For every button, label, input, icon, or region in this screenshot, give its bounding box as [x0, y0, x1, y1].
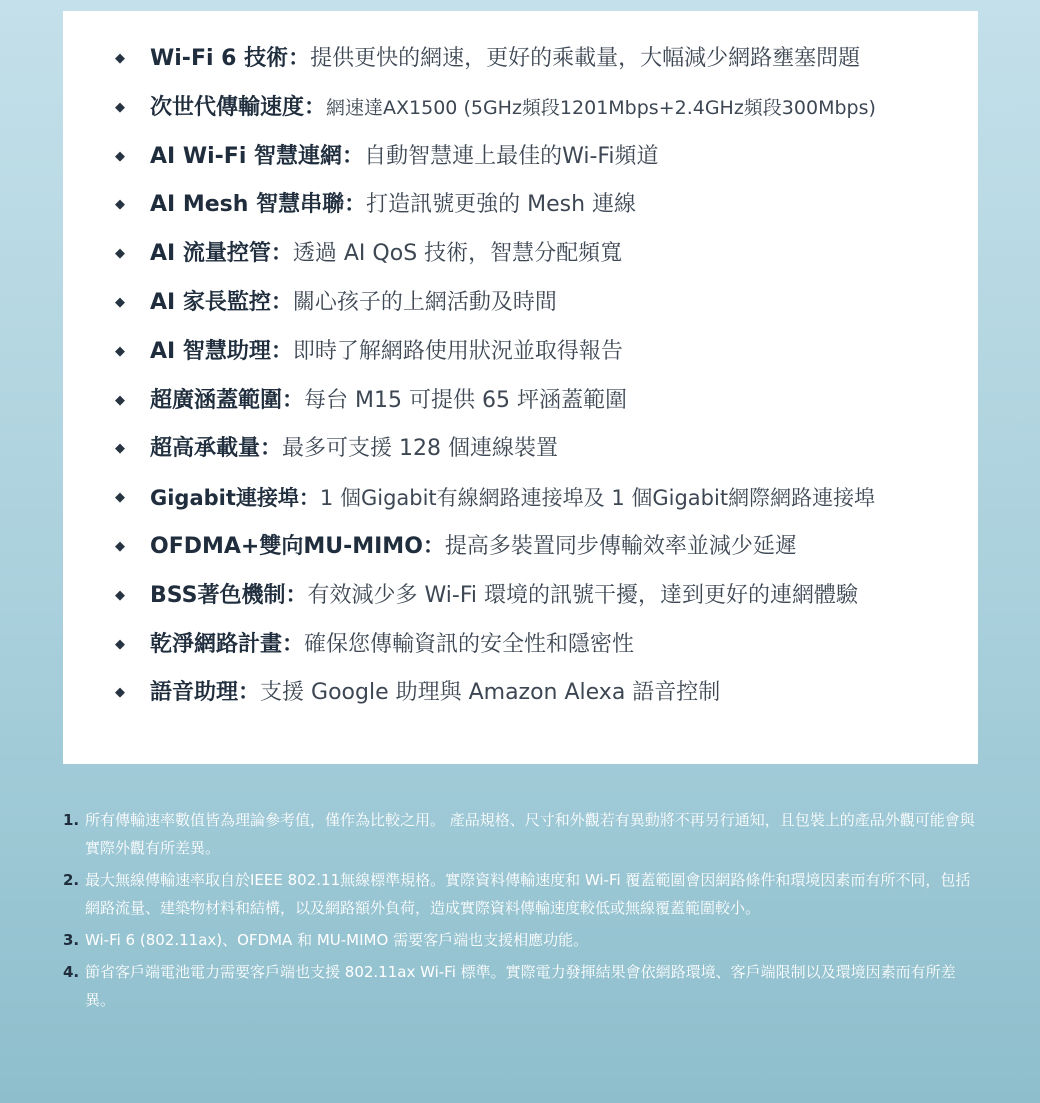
feature-description: 確保您傳輸資訊的安全性和隱密性 [304, 631, 635, 657]
feature-description: 關心孩子的上網活動及時間 [292, 289, 557, 315]
feature-text [150, 483, 875, 513]
footnote-text: Wi-Fi 6 (802.11ax)、OFDMA 和 MU-MIMO 需要客戶端也支援相應功能。 [85, 931, 589, 949]
feature-colon: ： [298, 486, 320, 511]
feature-description: 自動智慧連上最佳的Wi-Fi頻道 [364, 143, 659, 169]
feature-text [150, 288, 557, 318]
feature-title: 乾淨網路計畫 [150, 631, 283, 657]
feature-colon: ： [285, 582, 308, 608]
diamond-bullet-icon: ◆ [115, 246, 125, 262]
feature-panel [63, 11, 978, 764]
feature-item [63, 337, 978, 386]
feature-colon: ： [422, 533, 445, 559]
feature-item [63, 44, 978, 93]
footnote-text: 最大無線傳輸速率取自於IEEE 802.11無線標準規格。實際資料傳輸速度和 Wi-Fi 覆蓋範圍會因網路條件和環境因素而有所不同，包括網路流量、建築物材料和結構，以及網路額外負荷，造成實際資料傳輸速度較低或無線覆蓋範圍較小。 [85, 871, 971, 917]
feature-text [150, 239, 622, 269]
feature-title: 超廣涵蓋範圍 [150, 387, 283, 413]
feature-description: 每台 M15 可提供 65 坪涵蓋範圍 [304, 387, 627, 413]
feature-colon: ： [260, 436, 283, 462]
feature-item [63, 678, 978, 727]
feature-title: AI Wi-Fi 智慧連網 [150, 143, 343, 169]
feature-item [63, 581, 978, 630]
diamond-bullet-icon: ◆ [115, 538, 125, 554]
feature-description: 支援 Google 助理與 Amazon Alexa 語音控制 [260, 680, 721, 706]
feature-text [150, 386, 627, 416]
feature-text [150, 44, 860, 74]
feature-title: Gigabit連接埠 [150, 486, 299, 511]
feature-item [63, 630, 978, 679]
diamond-bullet-icon: ◆ [115, 587, 125, 603]
feature-title: OFDMA+雙向MU-MIMO [150, 533, 423, 559]
feature-description: 最多可支援 128 個連線裝置 [282, 436, 559, 462]
footnote-item [63, 806, 978, 862]
feature-title: AI 流量控管 [150, 241, 271, 267]
feature-title: 超高承載量 [150, 436, 261, 462]
footnote-list [63, 806, 978, 1018]
feature-description: 打造訊號更強的 Mesh 連線 [366, 192, 637, 218]
diamond-bullet-icon: ◆ [115, 636, 125, 652]
footnote-text: 所有傳輸速率數值皆為理論參考值，僅作為比較之用。 產品規格、尺寸和外觀若有異動將不再另行通知，且包裝上的產品外觀可能會與實際外觀有所差異。 [85, 811, 975, 857]
feature-description: 網速達AX1500 (5GHz頻段1201Mbps+2.4GHz頻段300Mbps) [326, 96, 876, 119]
feature-item [63, 288, 978, 337]
diamond-bullet-icon: ◆ [115, 148, 125, 164]
feature-title: AI 智慧助理 [150, 338, 271, 364]
feature-description: 提供更快的網速，更好的乘載量，大幅減少網路壅塞問題 [310, 46, 861, 71]
feature-description: 透過 AI QoS 技術，智慧分配頻寬 [292, 241, 623, 267]
feature-item [63, 239, 978, 288]
footnote-text: 節省客戶端電池電力需要客戶端也支援 802.11ax Wi-Fi 標準。實際電力發揮結果會依網路環境、客戶端限制以及環境因素而有所差異。 [85, 963, 956, 1009]
feature-colon: ： [270, 338, 293, 364]
feature-description: 提高多裝置同步傳輸效率並減少延遲 [444, 533, 797, 559]
footnote-item [63, 866, 978, 922]
feature-title: 語音助理 [150, 680, 239, 706]
feature-title: AI Mesh 智慧串聯 [150, 192, 345, 218]
feature-text [150, 434, 558, 464]
feature-colon: ： [344, 192, 367, 218]
feature-title: AI 家長監控 [150, 289, 271, 315]
footnote-item [63, 958, 978, 1014]
feature-title: Wi-Fi 6 技術 [150, 46, 289, 71]
footnote-number: 4. [63, 963, 80, 981]
footnote-number: 1. [63, 811, 80, 829]
feature-text [150, 532, 797, 562]
feature-text [150, 337, 623, 367]
diamond-bullet-icon: ◆ [115, 490, 125, 506]
feature-text [150, 581, 858, 611]
feature-item [63, 532, 978, 581]
feature-text [150, 678, 720, 708]
feature-item [63, 434, 978, 483]
feature-text [150, 142, 659, 172]
feature-description: 即時了解網路使用狀況並取得報告 [292, 338, 623, 364]
feature-text [150, 190, 636, 220]
feature-colon: ： [270, 241, 293, 267]
feature-colon: ： [282, 387, 305, 413]
diamond-bullet-icon: ◆ [115, 685, 125, 701]
feature-colon: ： [288, 46, 311, 71]
feature-colon: ： [270, 289, 293, 315]
diamond-bullet-icon: ◆ [115, 197, 125, 213]
feature-description: 有效減少多 Wi-Fi 環境的訊號干擾，達到更好的連網體驗 [307, 582, 858, 608]
footnote-item [63, 926, 978, 954]
feature-item [63, 190, 978, 239]
diamond-bullet-icon: ◆ [115, 441, 125, 457]
feature-colon: ： [342, 143, 365, 169]
feature-title: 次世代傳輸速度 [150, 94, 305, 120]
diamond-bullet-icon: ◆ [115, 343, 125, 359]
diamond-bullet-icon: ◆ [115, 51, 125, 66]
feature-colon: ： [238, 680, 261, 706]
feature-colon: ： [282, 631, 305, 657]
diamond-bullet-icon: ◆ [115, 392, 125, 408]
feature-item [63, 483, 978, 532]
footnote-number: 3. [63, 931, 80, 949]
footnote-number: 2. [63, 871, 80, 889]
feature-list [63, 44, 978, 727]
feature-item [63, 386, 978, 435]
feature-colon: ： [304, 94, 327, 120]
diamond-bullet-icon: ◆ [115, 99, 125, 115]
feature-description: 1 個Gigabit有線網路連接埠及 1 個Gigabit網際網路連接埠 [319, 486, 876, 511]
feature-text [150, 93, 876, 123]
feature-text [150, 630, 634, 660]
feature-item [63, 142, 978, 191]
diamond-bullet-icon: ◆ [115, 294, 125, 310]
feature-item [63, 93, 978, 142]
feature-title: BSS著色機制 [150, 582, 286, 608]
